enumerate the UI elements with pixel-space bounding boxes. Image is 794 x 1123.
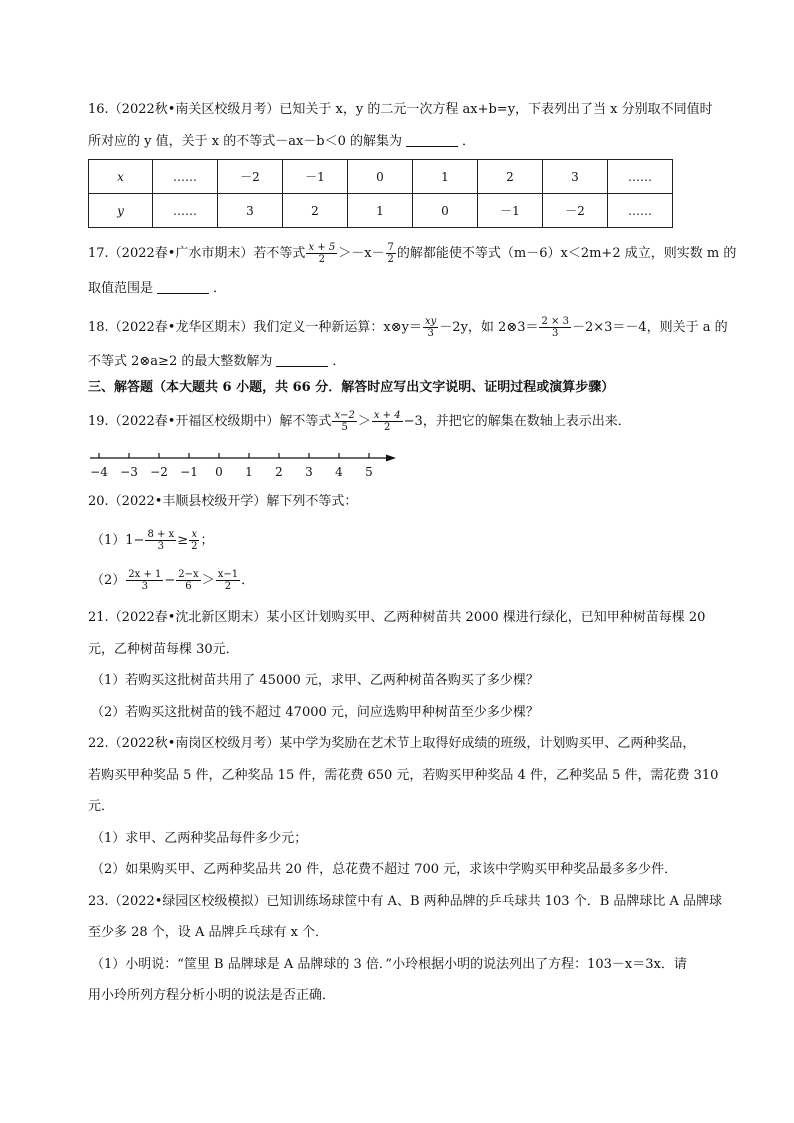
q19-post: −3，并把它的解集在数轴上表示出来． xyxy=(403,414,631,429)
q17-line2-text: 取值范围是 xyxy=(88,281,154,296)
q17-frac1-num: x + 5 xyxy=(308,242,336,253)
q20-title: 20.（2022•丰顺县校级开学）解下列不等式： xyxy=(88,494,358,509)
q17-frac1-den: 2 xyxy=(318,254,325,265)
q17-end: ． xyxy=(213,281,227,296)
q19-frac2-den: 2 xyxy=(384,422,391,433)
q17-post: 的解都能使不等式（m－6）x＜2m+2 成立，则实数 m 的 xyxy=(396,246,737,261)
q16-x-cell: －1 xyxy=(283,160,348,194)
number-line-label: 2 xyxy=(275,465,283,479)
q16-y-cell: －2 xyxy=(543,194,608,228)
q23-part1-line1: （1）小明说：“筐里 B 品牌球是 A 品牌球的 3 倍．”小玲根据小明的说法列出了方程：103－x＝3x．请 xyxy=(91,957,687,972)
number-line-arrow xyxy=(386,455,396,462)
q19-frac1-num: x−2 xyxy=(334,410,355,421)
q20-p2-frac1-num: 2x + 1 xyxy=(128,569,162,580)
q20-p2-pre: （2） xyxy=(91,573,126,588)
q22-line3: 元． xyxy=(88,799,115,814)
q22-line2: 若购买甲种奖品 5 件，乙种奖品 15 件，需花费 650 元，若购买甲种奖品 4 件，乙种奖品 5 件，需花费 310 xyxy=(88,768,719,783)
q16-x-cell: 3 xyxy=(543,160,608,194)
q20-p1-fraction-2 xyxy=(189,529,199,552)
q16-y-cell: －1 xyxy=(478,194,543,228)
q22-part1: （1）求甲、乙两种奖品每件多少元； xyxy=(91,831,308,846)
number-line-label: 5 xyxy=(365,465,373,479)
number-line-label: 4 xyxy=(335,465,343,479)
q16-line1: 16.（2022秋•南关区校级月考）已知关于 x，y 的二元一次方程 ax+b=y，下表列出了当 x 分别取不同值时 xyxy=(88,102,713,117)
q20-p2-fraction-2 xyxy=(176,569,200,592)
q22-part2: （2）如果购买甲、乙两种奖品共 20 件，总花费不超过 700 元，求该中学购买甲种奖品最多多少件． xyxy=(91,862,678,877)
q20-part2 xyxy=(91,569,254,592)
number-line-label: −2 xyxy=(150,465,168,479)
q16-y-cell: 0 xyxy=(413,194,478,228)
q20-p1-mid: ≥ xyxy=(177,533,189,548)
q20-p1-frac2-den: 2 xyxy=(191,541,198,552)
q16-x-cell: 0 xyxy=(348,160,413,194)
q16-y-cell: 2 xyxy=(283,194,348,228)
number-line-label: 3 xyxy=(305,465,313,479)
q20-part1 xyxy=(91,529,213,552)
q18-post: －2×3＝－4，则关于 a 的 xyxy=(571,320,728,335)
q21-line1: 21.（2022春•沈北新区期末）某小区计划购买甲、乙两种树苗共 2000 棵进行绿化，已知甲种树苗每棵 20 xyxy=(88,610,706,625)
q20-p2-frac1-den: 3 xyxy=(141,581,149,592)
q18-pre: 18.（2022春•龙华区期末）我们定义一种新运算：x⊗y＝ xyxy=(88,320,422,335)
q16-end: ． xyxy=(462,134,476,149)
q21-part1: （1）若购买这批树苗共用了 45000 元，求甲、乙两种树苗各购买了多少棵？ xyxy=(91,673,539,688)
q22-line1: 22.（2022秋•南岗区校级月考）某中学为奖励在艺术节上取得好成绩的班级，计划购买甲、乙两种奖品， xyxy=(88,736,696,751)
q16-x-cell: －2 xyxy=(218,160,283,194)
q23-line2: 至少多 28 个，设 A 品牌乒乓球有 x 个． xyxy=(88,925,329,940)
q23-line1: 23.（2022•绿园区校级模拟）已知训练场球筐中有 A、B 两种品牌的乒乓球共 103 个．B 品牌球比 A 品牌球 xyxy=(88,894,723,909)
q18-mid: －2y，如 2⊗3＝ xyxy=(439,320,539,335)
q16-x-cell: …… xyxy=(153,160,218,194)
q23-part1-line2: 用小玲所列方程分析小明的说法是否正确． xyxy=(88,988,336,1003)
q20-p2-frac2-den: 6 xyxy=(185,581,192,592)
q16-y-cell: …… xyxy=(153,194,218,228)
q18-frac2-num: 2 × 3 xyxy=(541,316,569,327)
q18-line2-text: 不等式 2⊗a≥2 的最大整数解为 xyxy=(88,354,273,369)
q18-end: ． xyxy=(332,354,346,369)
q16-y-cell: …… xyxy=(608,194,673,228)
q20-p1-end: ； xyxy=(200,533,214,548)
q20-p1-pre: （1）1− xyxy=(91,533,145,548)
q21-line2: 元，乙种树苗每棵 30元． xyxy=(88,642,239,657)
q20-p1-frac2-num: x xyxy=(189,529,199,541)
q16-line2-text: 所对应的 y 值，关于 x 的不等式－ax－b＜0 的解集为 xyxy=(88,134,403,149)
q21-part2: （2）若购买这批树苗的钱不超过 47000 元，问应选购甲种树苗至少多少棵？ xyxy=(91,705,539,720)
number-line-label: −3 xyxy=(120,465,138,479)
q20-p2-frac3-num: x−1 xyxy=(217,569,239,580)
number-line-label: 0 xyxy=(215,465,223,479)
q20-p2-frac3-den: 2 xyxy=(224,581,232,592)
q16-y-cell: 3 xyxy=(218,194,283,228)
q19-frac2-num: x + 4 xyxy=(373,410,401,421)
q17-frac2-num: 7 xyxy=(387,242,394,253)
q19-pre: 19.（2022春•开福区校级期中）解不等式 xyxy=(88,414,332,429)
q16-x-cell: 2 xyxy=(478,160,543,194)
number-line-label: 1 xyxy=(245,465,253,479)
q20-p2-fraction-1 xyxy=(126,569,163,592)
q16-x-cell: 1 xyxy=(413,160,478,194)
q20-p1-frac1-num: 8 + x xyxy=(147,529,175,540)
section-3-heading: 三、解答题（本大题共 6 小题，共 66 分．解答时应写出文字说明、证明过程或演算步骤） xyxy=(88,380,615,395)
q18-frac2-den: 3 xyxy=(552,328,559,339)
q19-mid: ＞ xyxy=(357,414,371,429)
q17-mid: ＞－x－ xyxy=(338,246,385,261)
q16-y-cell: 1 xyxy=(348,194,413,228)
q20-p1-frac1-den: 3 xyxy=(157,541,164,552)
number-line-label: −4 xyxy=(90,465,108,479)
q17-pre: 17.（2022春•广水市期末）若不等式 xyxy=(88,246,306,261)
q20-p1-fraction-1 xyxy=(145,529,176,552)
q20-p2-frac2-num: 2−x xyxy=(178,569,199,580)
q20-p2-end: ． xyxy=(241,573,255,588)
q20-p2-fraction-3 xyxy=(216,569,240,592)
q19-frac1-den: 5 xyxy=(341,422,348,433)
q16-x-cell: …… xyxy=(608,160,673,194)
q20-p2-mid2: ＞ xyxy=(201,573,215,588)
q18-frac1-den: 3 xyxy=(427,328,434,339)
q16-y-label: y xyxy=(89,194,153,228)
q17-frac2-den: 2 xyxy=(387,254,394,265)
q16-x-label: x xyxy=(89,160,153,194)
q18-frac1-num: xy xyxy=(425,316,437,327)
q20-p2-mid1: − xyxy=(164,573,176,588)
number-line-label: −1 xyxy=(180,465,198,479)
